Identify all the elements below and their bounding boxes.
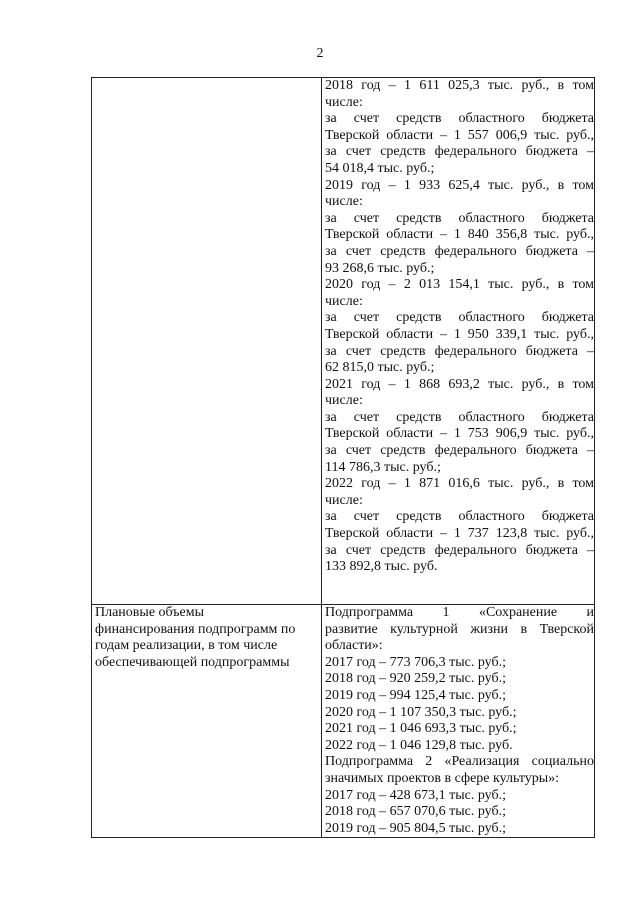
page-number: 2 — [316, 46, 324, 61]
row2-value-line: 2020 год – 1 107 350,3 тыс. руб.; — [325, 704, 517, 720]
row1-value-line: 2020 год – 2 013 154,1 тыс. руб., в том — [325, 277, 594, 293]
row2-value-line: 2021 год – 1 046 693,3 тыс. руб.; — [325, 721, 517, 737]
row2-value-line: области»: — [325, 638, 383, 654]
row2-value-line: 2022 год – 1 046 129,8 тыс. руб. — [325, 737, 513, 753]
row1-value-line: за счет средств федерального бюджета – — [325, 542, 594, 558]
row1-value-line: 54 018,4 тыс. руб.; — [325, 160, 435, 176]
row2-label-line: годам реализации, в том числе — [95, 638, 278, 654]
row1-value-line: числе: — [325, 94, 363, 110]
row1-value-line: Тверской области – 1 753 906,9 тыс. руб., — [325, 426, 594, 442]
row1-value-line: 93 268,6 тыс. руб.; — [325, 260, 435, 276]
row2-value-line: значимых проектов в сфере культуры»: — [325, 770, 560, 786]
row1-value-line: 2021 год – 1 868 693,2 тыс. руб., в том — [325, 376, 594, 392]
row2-label-line: Плановые объемы — [95, 605, 205, 620]
passport-table — [91, 77, 595, 838]
row1-value-line: за счет средств областного бюджета — [325, 111, 594, 127]
row1-value-line: числе: — [325, 194, 363, 210]
row1-value-line: 2019 год – 1 933 625,4 тыс. руб., в том — [325, 177, 594, 193]
row2-value-cell — [322, 605, 595, 838]
row2-value-line: 2018 год – 657 070,6 тыс. руб.; — [325, 804, 506, 820]
row2-value-line: 2019 год – 905 804,5 тыс. руб.; — [325, 820, 506, 836]
row1-value-line: за счет средств областного бюджета — [325, 409, 594, 425]
table-row — [92, 78, 595, 605]
row1-value-line: Тверской области – 1 557 006,9 тыс. руб., — [325, 127, 594, 143]
row2-value-line: Подпрограмма 2 «Реализация социально — [325, 754, 594, 770]
row1-value-line: 133 892,8 тыс. руб. — [325, 559, 438, 575]
row1-value-line: числе: — [325, 492, 363, 508]
row1-value-line: за счет средств федерального бюджета – — [325, 243, 594, 259]
table-row — [92, 605, 595, 838]
row1-label-cell — [92, 78, 322, 605]
row2-value-line: 2017 год – 428 673,1 тыс. руб.; — [325, 787, 506, 803]
row2-value-line: 2018 год – 920 259,2 тыс. руб.; — [325, 671, 506, 687]
row1-value-line: Тверской области – 1 840 356,8 тыс. руб., — [325, 227, 594, 243]
row1-value-line: 2022 год – 1 871 016,6 тыс. руб., в том — [325, 476, 594, 492]
row1-value-cell — [322, 78, 595, 605]
row1-value-line: числе: — [325, 393, 363, 409]
row1-value-line: за счет средств областного бюджета — [325, 509, 594, 525]
row1-value-line: за счет средств федерального бюджета – — [325, 144, 594, 160]
row2-label-cell — [92, 605, 322, 838]
row1-value-line: числе: — [325, 293, 363, 309]
row2-value-line: 2017 год – 773 706,3 тыс. руб.; — [325, 654, 506, 670]
row2-value-line: 2019 год – 994 125,4 тыс. руб.; — [325, 687, 506, 703]
row1-value-line: 114 786,3 тыс. руб.; — [325, 459, 441, 475]
row1-value-line: за счет средств федерального бюджета – — [325, 343, 594, 359]
row2-label-line: финансирования подпрограмм по — [95, 621, 296, 637]
row1-value-line: Тверской области – 1 737 123,8 тыс. руб., — [325, 526, 594, 542]
row2-value-line: развитие культурной жизни в Тверской — [325, 621, 594, 637]
row1-value-line: за счет средств областного бюджета — [325, 310, 594, 326]
row1-value-line: 62 815,0 тыс. руб.; — [325, 360, 435, 376]
row1-value-line: за счет средств федерального бюджета – — [325, 443, 594, 459]
row1-value-line: Тверской области – 1 950 339,1 тыс. руб., — [325, 326, 594, 342]
row2-value-line: Подпрограмма 1 «Сохранение и — [325, 605, 594, 620]
row1-value-line: 2018 год – 1 611 025,3 тыс. руб., в том — [325, 78, 594, 93]
row2-label-line: обеспечивающей подпрограммы — [95, 654, 290, 670]
row1-value-line: за счет средств областного бюджета — [325, 210, 594, 226]
